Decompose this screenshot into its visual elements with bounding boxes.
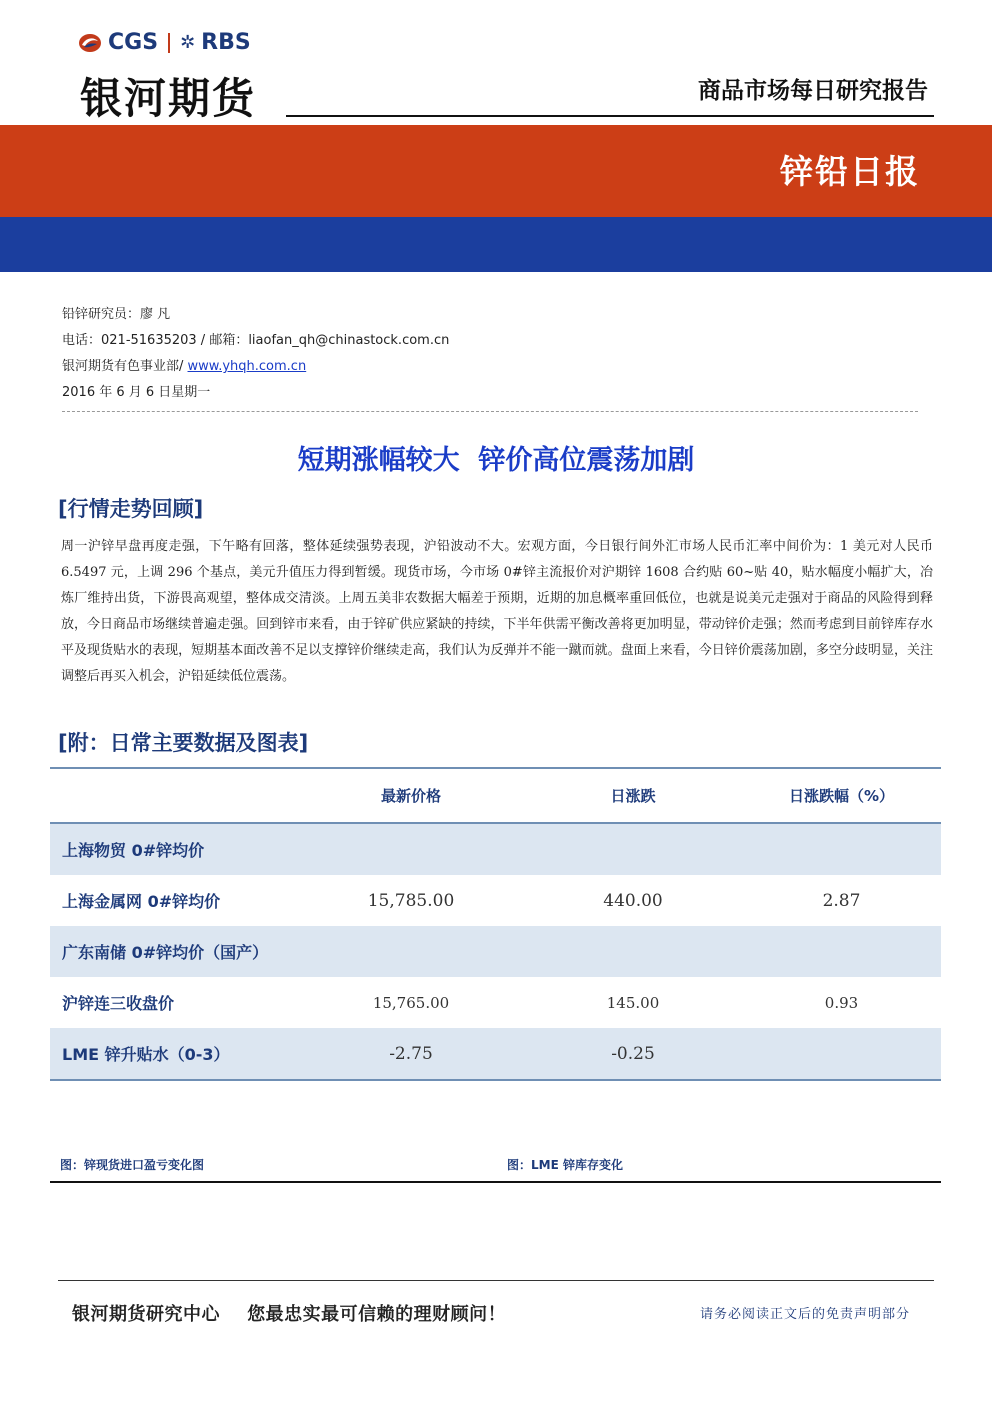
brand-logo <box>78 30 251 55</box>
footer-slogan: 银河期货研究中心 您最忠实最可信赖的理财顾问！ <box>72 1304 507 1325</box>
table-row <box>50 977 941 1028</box>
row-change <box>524 926 742 977</box>
headline: 短期涨幅较大 锌价高位震荡加剧 <box>297 445 695 476</box>
table-row <box>50 875 941 926</box>
row-change <box>524 823 742 875</box>
footer-rule <box>58 1280 934 1281</box>
company-name: 银河期货 <box>80 74 257 123</box>
row-label: 沪锌连三收盘价 <box>62 994 175 1013</box>
dept-line <box>62 355 306 374</box>
row-price <box>298 823 524 875</box>
row-pct: 2.87 <box>822 890 861 911</box>
market-review-paragraph: 周一沪锌早盘再度走强，下午略有回落，整体延续强势表现，沪铅波动不大。宏观方面，今日银行间外汇市场人民币汇率中间价为：1 美元对人民币 6.5497 元，上调 296 个基点，美元升值压力得到暂缓。现货市场，今市场 0#锌主流报价对沪期锌 1608 合约贴 60~贴 40，贴水幅度小幅扩大，冶炼厂维持出货，下游畏高观望，整体成交清淡。上周五美非农数据大幅差于预期，近期的加息概率重回低位，也就是说美元走强对于商品的风险得到释放，今日商品市场继续普遍走强。回到锌市来看，由于锌矿供应紧缺的持续，下半年供需平衡改善将更加明显，带动锌价走强；然而考虑到目前锌库存水平及现货贴水的表现，短期基本面改善不足以支撑锌价继续走高，我们认为反弹并不能一蹴而就。盘面上来看，今日锌价震荡加剧，多空分歧明显，关注调整后再买入机会，沪铅延续低位震荡。 <box>61 539 933 684</box>
table-header-pct: 日涨跌幅（%） <box>742 768 941 823</box>
report-type: 商品市场每日研究报告 <box>698 78 928 104</box>
row-label: 上海金属网 0#锌均价 <box>62 892 221 911</box>
website-link[interactable]: www.yhqh.com.cn <box>187 359 307 374</box>
dashed-divider <box>62 411 918 412</box>
table-row <box>50 823 941 875</box>
row-pct <box>742 1028 941 1080</box>
analyst-line: 铅锌研究员：廖 凡 <box>62 307 171 322</box>
row-pct <box>742 823 941 875</box>
row-price <box>298 926 524 977</box>
price-table <box>50 767 941 1081</box>
table-header-blank <box>50 768 298 823</box>
figure-caption-import: 图：锌现货进口盈亏变化图 <box>60 1158 205 1172</box>
header-rule <box>286 115 934 117</box>
report-title: 锌铅日报 <box>780 152 920 191</box>
row-pct <box>742 926 941 977</box>
row-price: 15,765.00 <box>372 993 450 1012</box>
figure-rule <box>50 1181 941 1183</box>
table-header-row <box>50 768 941 823</box>
table-row <box>50 926 941 977</box>
table-header-change: 日涨跌 <box>524 768 742 823</box>
cgs-swirl-icon <box>78 32 102 54</box>
disclaimer-note: 请务必阅读正文后的免责声明部分 <box>699 1307 910 1322</box>
report-date: 2016 年 6 月 6 日星期一 <box>62 385 211 400</box>
rbs-star-icon: ✲ <box>180 32 196 53</box>
table-row <box>50 1028 941 1080</box>
section-title-review: [行情走势回顾] <box>58 497 204 521</box>
row-pct: 0.93 <box>824 993 859 1012</box>
row-label: 上海物贸 0#锌均价 <box>50 823 298 875</box>
logo-divider <box>168 33 170 53</box>
section-title-appendix: [附：日常主要数据及图表] <box>58 731 309 755</box>
row-label: 广东南储 0#锌均价（国产） <box>50 926 298 977</box>
logo-cgs-text: CGS <box>108 30 159 55</box>
table-header-price: 最新价格 <box>298 768 524 823</box>
blue-banner <box>0 217 992 272</box>
figure-caption-lme-stock: 图：LME 锌库存变化 <box>507 1158 623 1172</box>
contact-line: 电话：021-51635203 / 邮箱：liaofan_qh@chinastock.com.cn <box>62 333 450 348</box>
row-change: -0.25 <box>524 1028 742 1080</box>
row-change: 440.00 <box>603 890 663 911</box>
dept-prefix: 银河期货有色事业部/ <box>62 359 188 374</box>
row-price: 15,785.00 <box>367 890 455 911</box>
row-price: -2.75 <box>298 1028 524 1080</box>
row-change: 145.00 <box>606 993 660 1012</box>
row-label: LME 锌升贴水（0-3） <box>50 1028 298 1080</box>
logo-rbs-text: RBS <box>201 30 251 55</box>
